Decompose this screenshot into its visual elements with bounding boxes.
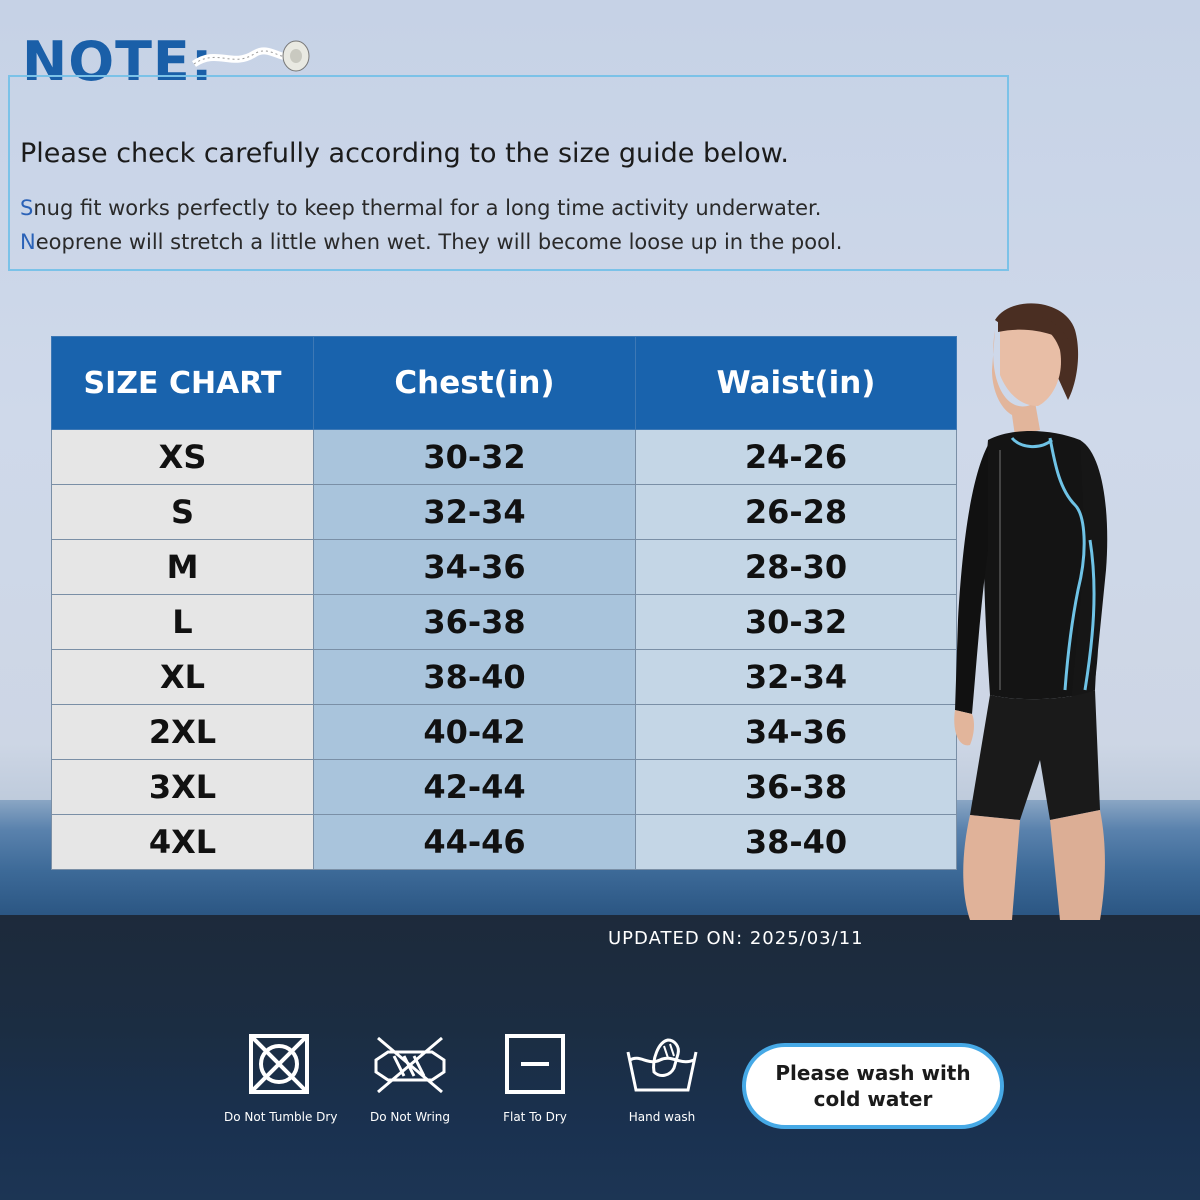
note-line-neoprene: Neoprene will stretch a little when wet. They will become loose up in the pool. bbox=[20, 230, 843, 254]
chest-cell: 32-34 bbox=[314, 485, 636, 540]
size-cell: M bbox=[52, 540, 314, 595]
waist-cell: 34-36 bbox=[636, 705, 957, 760]
table-header-row bbox=[52, 337, 957, 430]
size-cell: S bbox=[52, 485, 314, 540]
chest-cell: 40-42 bbox=[314, 705, 636, 760]
chest-cell: 42-44 bbox=[314, 760, 636, 815]
size-cell: 3XL bbox=[52, 760, 314, 815]
chest-cell: 30-32 bbox=[314, 430, 636, 485]
care-label: Flat To Dry bbox=[503, 1110, 567, 1124]
waist-cell: 28-30 bbox=[636, 540, 957, 595]
waist-cell: 26-28 bbox=[636, 485, 957, 540]
cold-wash-note bbox=[742, 1043, 1004, 1129]
header-chest: Chest(in) bbox=[314, 337, 636, 430]
table-row bbox=[52, 705, 957, 760]
chest-cell: 44-46 bbox=[314, 815, 636, 870]
chest-cell: 38-40 bbox=[314, 650, 636, 705]
header-size-chart: SIZE CHART bbox=[52, 337, 314, 430]
size-cell: 2XL bbox=[52, 705, 314, 760]
care-item-no-tumble-dry bbox=[224, 1032, 338, 1124]
table-row bbox=[52, 485, 957, 540]
flat-dry-icon bbox=[503, 1032, 567, 1096]
waist-cell: 24-26 bbox=[636, 430, 957, 485]
model-in-wetsuit-image bbox=[900, 290, 1145, 920]
care-item-no-wring bbox=[355, 1032, 465, 1124]
waist-cell: 32-34 bbox=[636, 650, 957, 705]
note-main-text: Please check carefully according to the size guide below. bbox=[20, 138, 789, 169]
table-row bbox=[52, 760, 957, 815]
chest-cell: 36-38 bbox=[314, 595, 636, 650]
no-tumble-dry-icon bbox=[247, 1032, 311, 1096]
table-row bbox=[52, 595, 957, 650]
table-row bbox=[52, 430, 957, 485]
table-row bbox=[52, 815, 957, 870]
footer-band bbox=[0, 915, 1200, 1200]
size-cell: 4XL bbox=[52, 815, 314, 870]
table-row bbox=[52, 650, 957, 705]
waist-cell: 36-38 bbox=[636, 760, 957, 815]
note-title: NOTE: bbox=[22, 30, 214, 93]
care-label: Hand wash bbox=[628, 1110, 696, 1124]
care-label: Do Not Wring bbox=[369, 1110, 451, 1124]
header-waist: Waist(in) bbox=[636, 337, 957, 430]
measuring-tape-icon bbox=[192, 38, 312, 74]
hand-wash-icon bbox=[624, 1032, 700, 1096]
cold-wash-text: Please wash with cold water bbox=[775, 1061, 971, 1111]
chest-cell: 34-36 bbox=[314, 540, 636, 595]
size-cell: XL bbox=[52, 650, 314, 705]
updated-date: UPDATED ON: 2025/03/11 bbox=[608, 928, 864, 949]
note-line-snug: Snug fit works perfectly to keep thermal for a long time activity underwater. bbox=[20, 196, 822, 220]
care-item-hand-wash bbox=[607, 1032, 717, 1124]
care-item-flat-dry bbox=[480, 1032, 590, 1124]
size-cell: XS bbox=[52, 430, 314, 485]
table-row bbox=[52, 540, 957, 595]
care-label: Do Not Tumble Dry bbox=[224, 1110, 338, 1124]
size-chart-table bbox=[51, 336, 957, 870]
no-wring-icon bbox=[372, 1032, 448, 1096]
waist-cell: 30-32 bbox=[636, 595, 957, 650]
waist-cell: 38-40 bbox=[636, 815, 957, 870]
size-cell: L bbox=[52, 595, 314, 650]
